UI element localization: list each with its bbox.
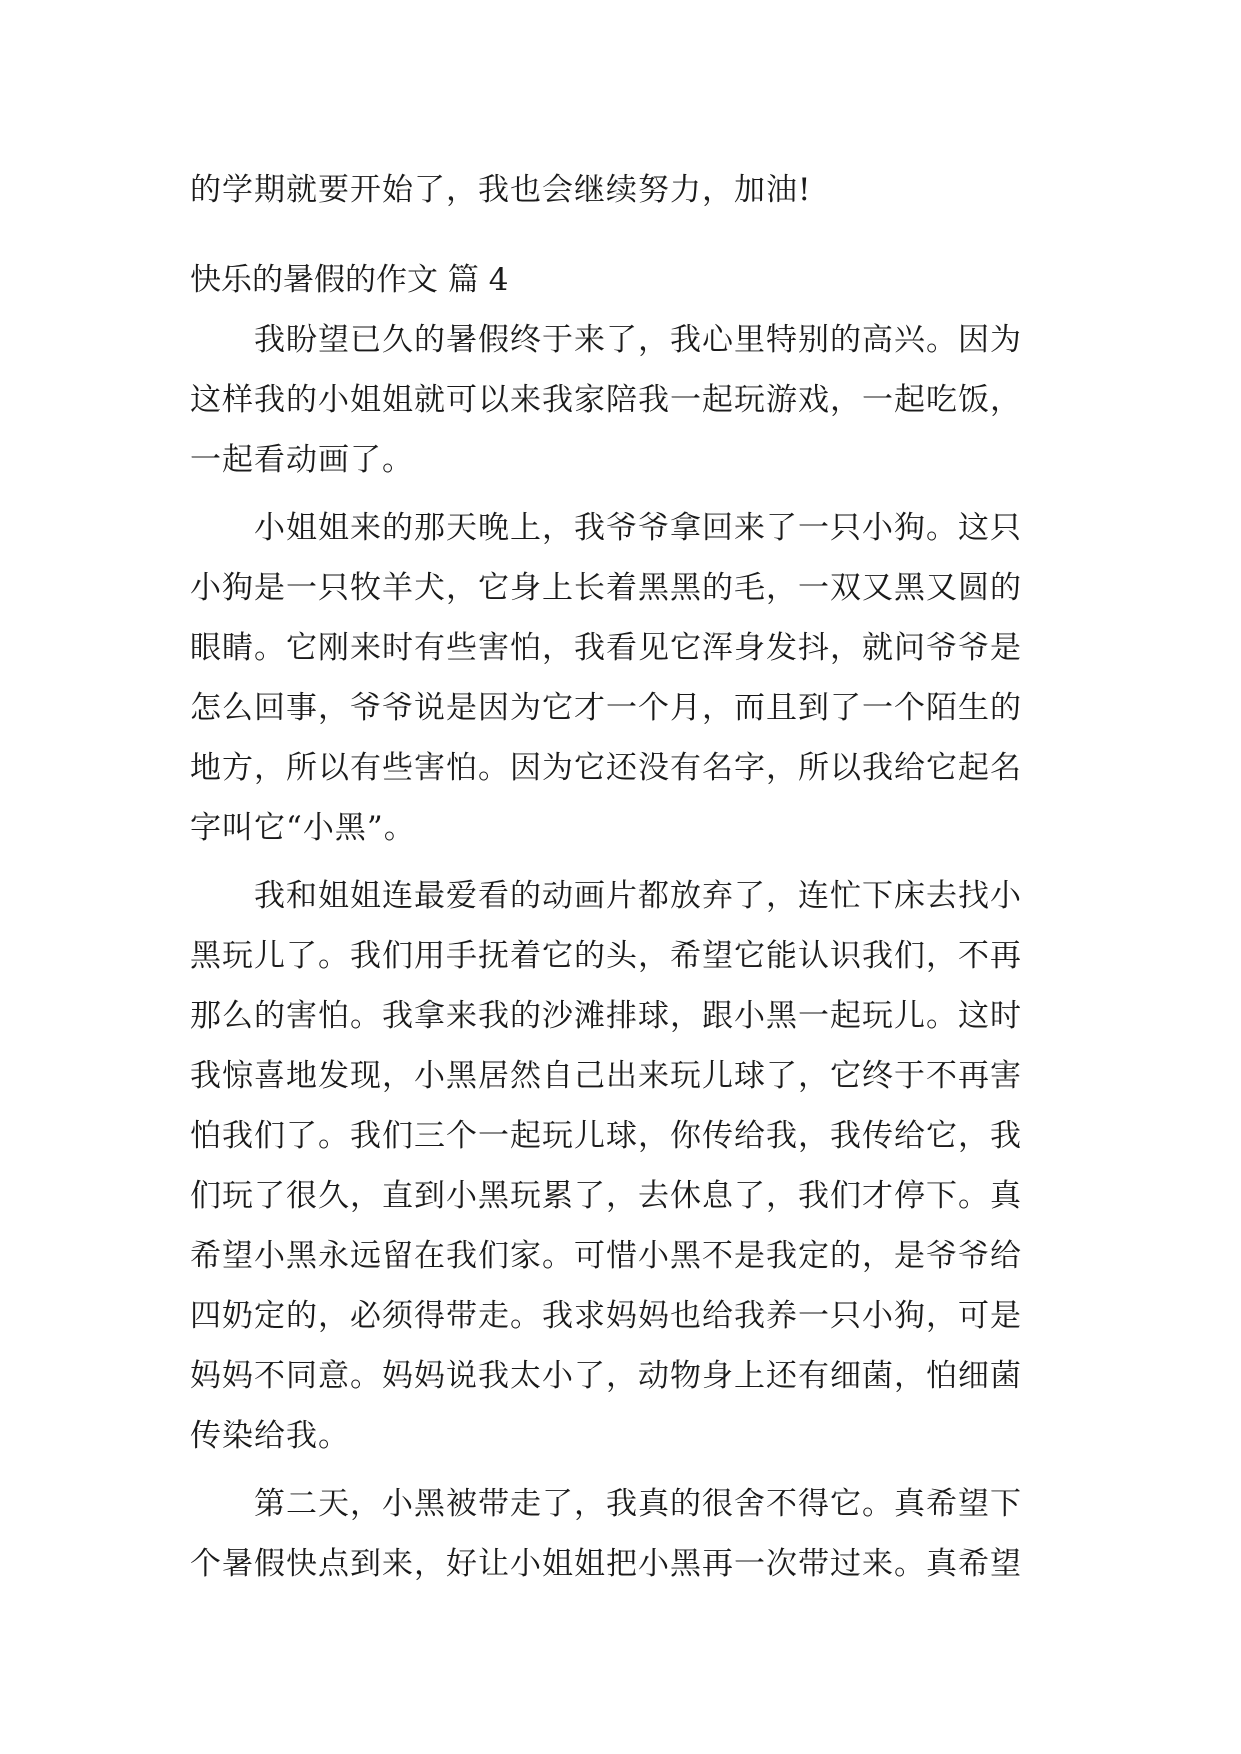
text-line: 四奶定的，必须得带走。我求妈妈也给我养一只小狗，可是 [190, 1298, 1022, 1334]
text-line: 那么的害怕。我拿来我的沙滩排球，跟小黑一起玩儿。这时 [190, 998, 1022, 1034]
text-line: 希望小黑永远留在我们家。可惜小黑不是我定的，是爷爷给 [190, 1238, 1022, 1274]
document-page [190, 160, 1060, 1594]
text-line: 传染给我。 [190, 1418, 350, 1454]
text-line: 小姐姐来的那天晚上，我爷爷拿回来了一只小狗。这只 [190, 510, 1022, 546]
paragraph-2 [190, 498, 1060, 858]
text-line: 妈妈不同意。妈妈说我太小了，动物身上还有细菌，怕细菌 [190, 1358, 1022, 1394]
text-line: 第二天，小黑被带走了，我真的很舍不得它。真希望下 [190, 1486, 1022, 1522]
text-line: 我惊喜地发现，小黑居然自己出来玩儿球了，它终于不再害 [190, 1058, 1022, 1094]
text-line: 怕我们了。我们三个一起玩儿球，你传给我，我传给它，我 [190, 1118, 1022, 1154]
text-line: 小狗是一只牧羊犬，它身上长着黑黑的毛，一双又黑又圆的 [190, 570, 1022, 606]
text-line: 黑玩儿了。我们用手抚着它的头，希望它能认识我们，不再 [190, 938, 1022, 974]
paragraph-gap [190, 490, 1060, 498]
section-title: 快乐的暑假的作文 篇 4 [190, 262, 509, 298]
text-line: 字叫它“小黑”。 [190, 810, 416, 846]
text-line: 一起看动画了。 [190, 442, 414, 478]
paragraph-gap [190, 1466, 1060, 1474]
text-line: 们玩了很久，直到小黑玩累了，去休息了，我们才停下。真 [190, 1178, 1022, 1214]
paragraph-1 [190, 310, 1060, 490]
continuation-line: 的学期就要开始了，我也会继续努力，加油! [190, 172, 812, 208]
paragraph-3 [190, 866, 1060, 1466]
text-line: 我盼望已久的暑假终于来了，我心里特别的高兴。因为 [190, 322, 1022, 358]
text-line: 怎么回事，爷爷说是因为它才一个月，而且到了一个陌生的 [190, 690, 1022, 726]
text-line: 这样我的小姐姐就可以来我家陪我一起玩游戏，一起吃饭， [190, 382, 1022, 418]
text-line: 个暑假快点到来，好让小姐姐把小黑再一次带过来。真希望 [190, 1546, 1022, 1582]
section-spacer [190, 220, 1060, 250]
paragraph-gap [190, 858, 1060, 866]
paragraph-4 [190, 1474, 1060, 1594]
text-line: 地方，所以有些害怕。因为它还没有名字，所以我给它起名 [190, 750, 1022, 786]
text-line: 眼睛。它刚来时有些害怕，我看见它浑身发抖，就问爷爷是 [190, 630, 1022, 666]
text-line: 我和姐姐连最爱看的动画片都放弃了，连忙下床去找小 [190, 878, 1022, 914]
